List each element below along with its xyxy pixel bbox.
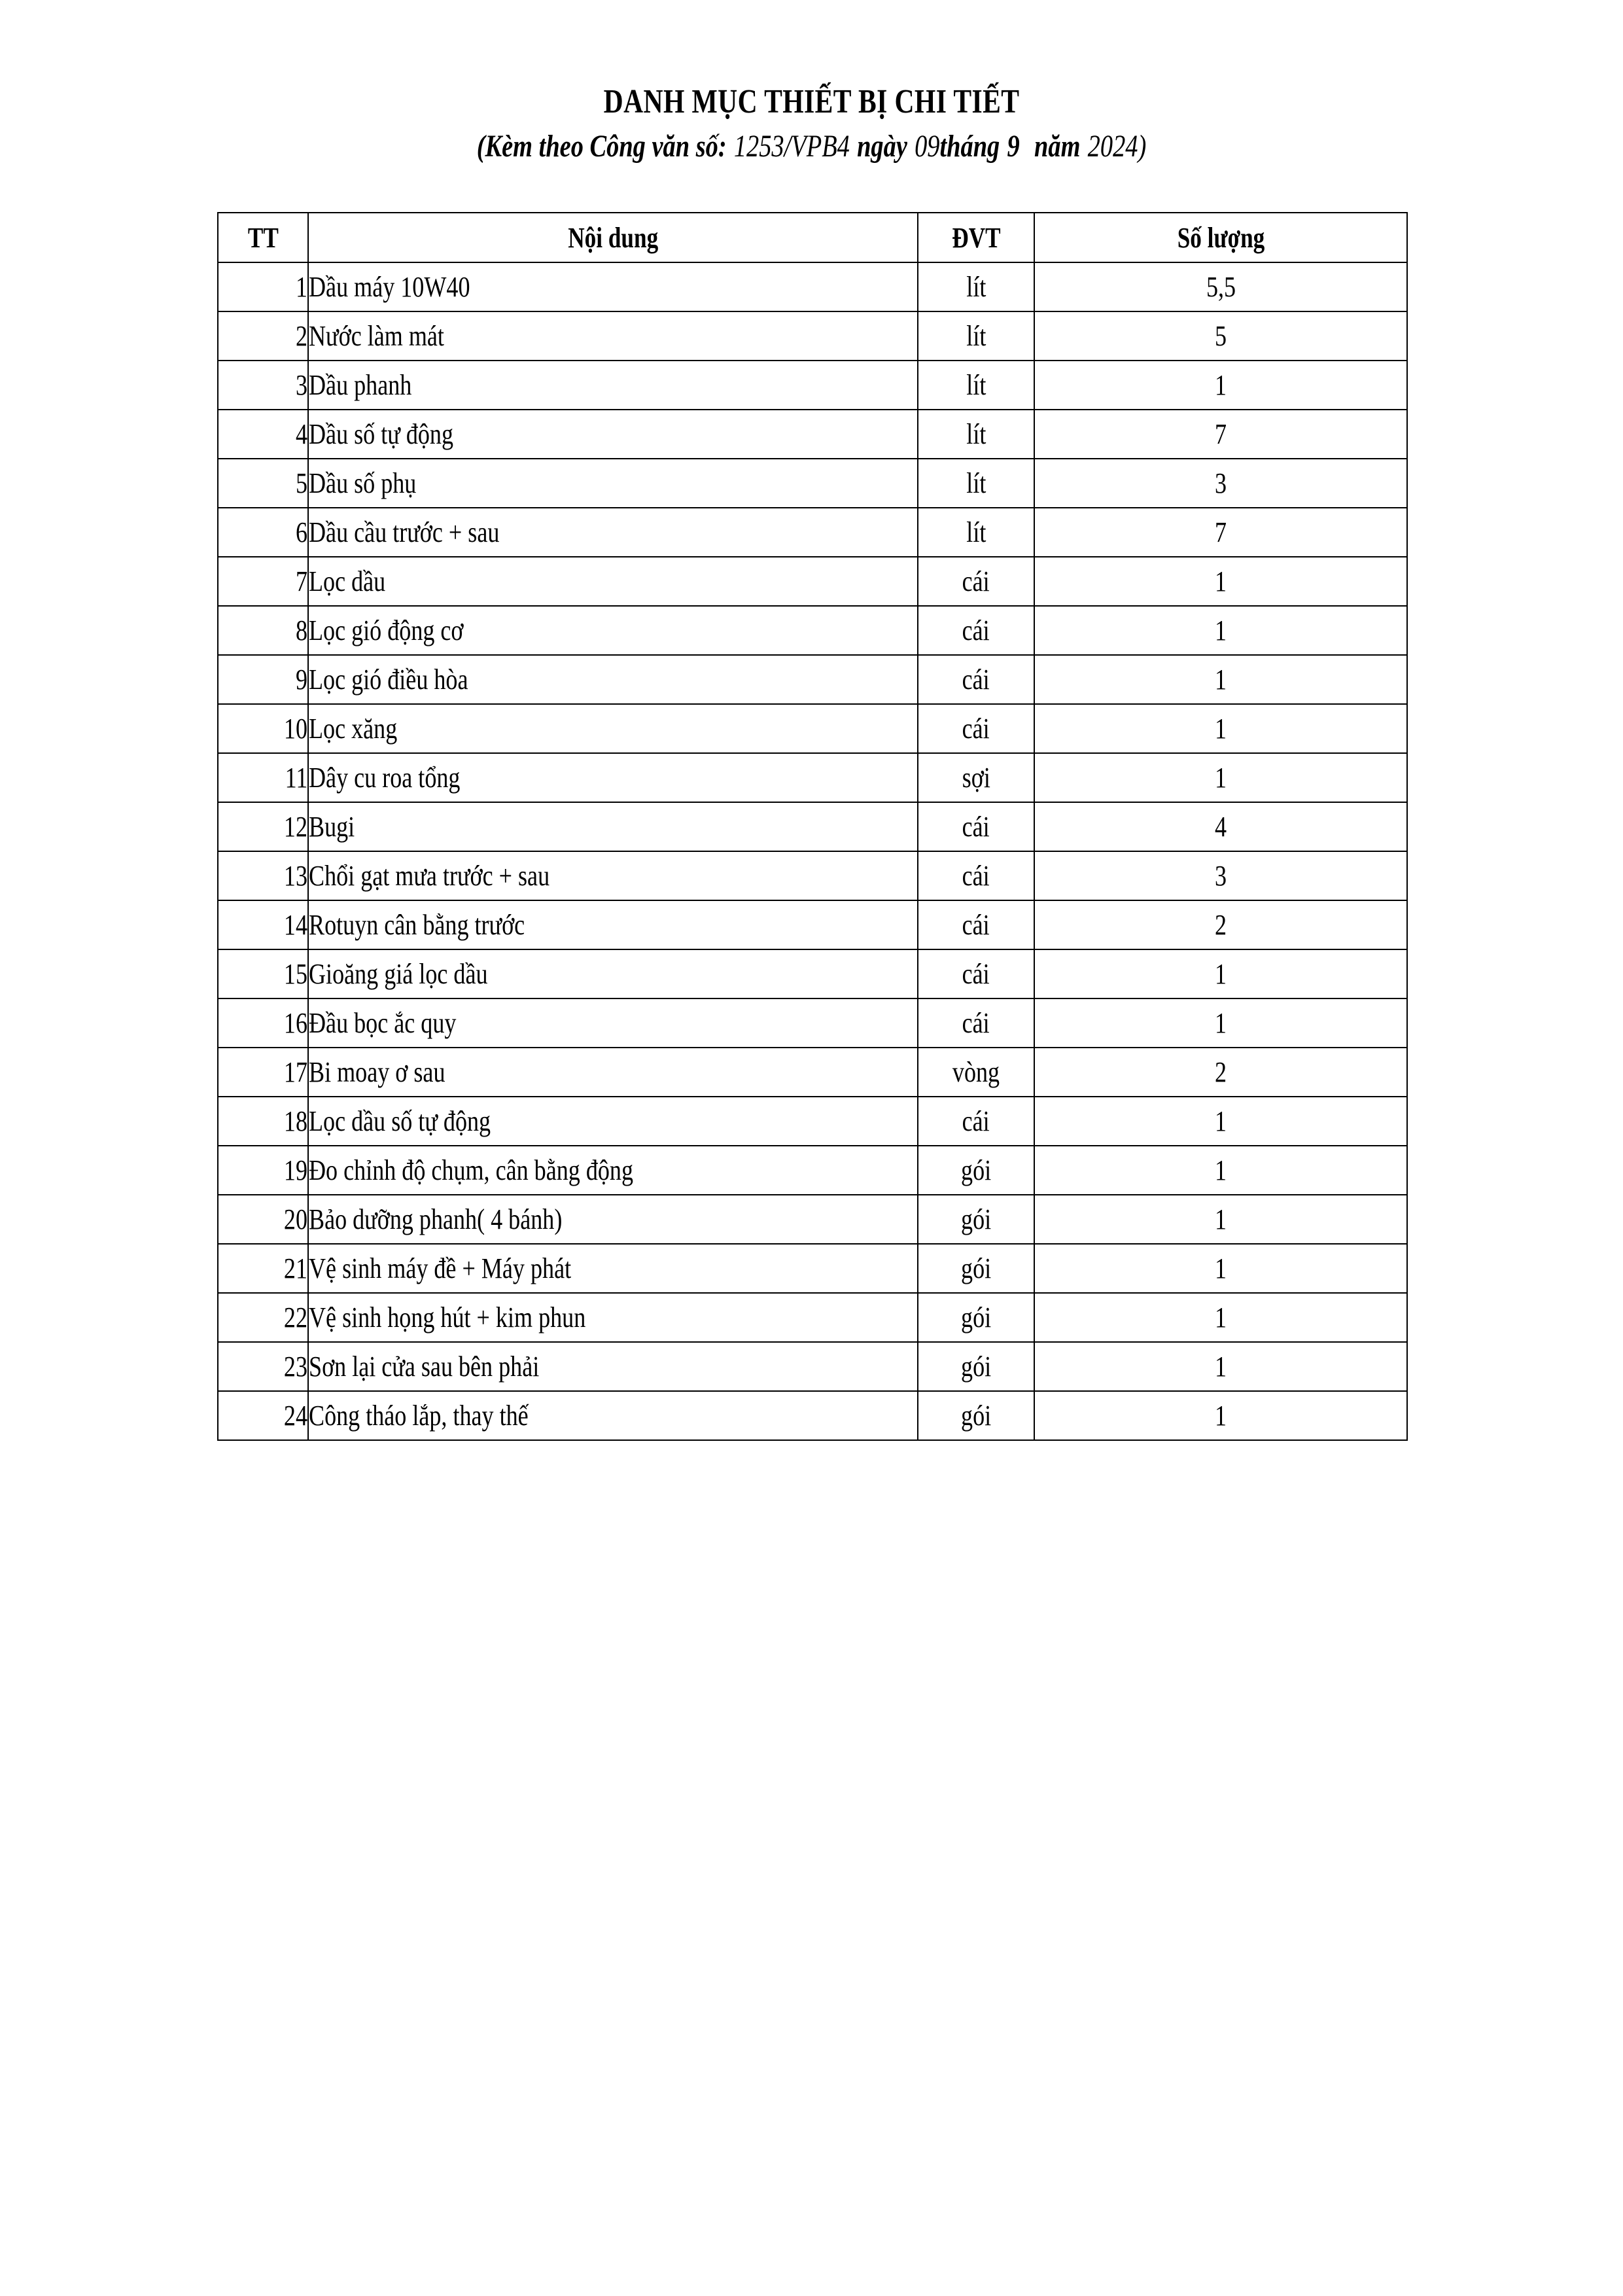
cell-dvt-value: gói: [960, 1203, 992, 1235]
cell-soluong-value: 7: [1214, 516, 1227, 548]
cell-noidung-value: Dầu cầu trước + sau: [309, 516, 500, 548]
cell-noidung-value: Dầu phanh: [309, 369, 412, 401]
cell-soluong: [1034, 508, 1407, 557]
cell-soluong: [1034, 851, 1407, 900]
cell-soluong-value: 1: [1214, 1007, 1227, 1039]
cell-tt: [218, 1293, 308, 1342]
cell-noidung: [308, 704, 918, 753]
document-title-block: [0, 84, 1623, 164]
cell-tt: [218, 606, 308, 655]
cell-noidung: [308, 1342, 918, 1391]
cell-soluong: [1034, 1048, 1407, 1097]
cell-soluong: [1034, 410, 1407, 459]
cell-soluong-value: 7: [1214, 418, 1227, 450]
cell-dvt: [918, 1391, 1034, 1440]
cell-dvt: [918, 802, 1034, 851]
table-row: [218, 557, 1407, 606]
cell-tt: [218, 1048, 308, 1097]
cell-tt-value: 2: [295, 320, 307, 352]
cell-dvt-value: lít: [966, 467, 986, 499]
table-row: [218, 1391, 1407, 1440]
table-row: [218, 949, 1407, 998]
cell-tt: [218, 1146, 308, 1195]
cell-tt-value: 1: [295, 271, 307, 303]
cell-dvt: [918, 1097, 1034, 1146]
table-row: [218, 1097, 1407, 1146]
cell-tt-value: 21: [283, 1252, 307, 1284]
cell-soluong: [1034, 655, 1407, 704]
cell-soluong: [1034, 1097, 1407, 1146]
cell-tt-value: 13: [283, 860, 307, 892]
cell-tt-value: 10: [283, 713, 307, 745]
cell-soluong: [1034, 998, 1407, 1048]
cell-dvt: [918, 410, 1034, 459]
cell-soluong-value: 1: [1214, 958, 1227, 990]
table-row: [218, 851, 1407, 900]
reference-ngay-label: ngày: [857, 129, 907, 164]
cell-tt: [218, 1342, 308, 1391]
cell-dvt: [918, 1293, 1034, 1342]
cell-soluong-value: 1: [1214, 762, 1227, 794]
cell-tt-value: 15: [283, 958, 307, 990]
cell-noidung-value: Sơn lại cửa sau bên phải: [309, 1351, 540, 1383]
cell-dvt-value: gói: [960, 1301, 992, 1333]
cell-noidung: [308, 1097, 918, 1146]
cell-noidung: [308, 1391, 918, 1440]
cell-tt: [218, 459, 308, 508]
cell-noidung: [308, 262, 918, 311]
cell-tt-value: 16: [283, 1007, 307, 1039]
cell-noidung-value: Rotuyn cân bằng trước: [309, 909, 525, 941]
cell-dvt-value: cái: [962, 713, 990, 745]
table-row: [218, 998, 1407, 1048]
column-header-soluong: [1034, 213, 1407, 262]
cell-noidung-value: Công tháo lắp, thay thế: [309, 1400, 529, 1432]
cell-noidung-value: Bugi: [309, 811, 355, 843]
cell-soluong: [1034, 802, 1407, 851]
cell-dvt: [918, 1342, 1034, 1391]
cell-tt-value: 7: [295, 565, 307, 597]
cell-tt-value: 14: [283, 909, 307, 941]
cell-dvt: [918, 459, 1034, 508]
cell-dvt: [918, 311, 1034, 361]
cell-soluong-value: 2: [1214, 909, 1227, 941]
cell-noidung-value: Lọc gió động cơ: [309, 614, 464, 646]
cell-soluong-value: 1: [1214, 565, 1227, 597]
cell-soluong-value: 1: [1214, 1252, 1227, 1284]
cell-noidung: [308, 753, 918, 802]
cell-noidung-value: Lọc dầu: [309, 565, 386, 597]
cell-tt-value: 11: [285, 762, 307, 794]
table-row: [218, 802, 1407, 851]
cell-noidung: [308, 851, 918, 900]
cell-noidung-value: Dầu máy 10W40: [309, 271, 470, 303]
cell-tt-value: 6: [295, 516, 307, 548]
cell-dvt: [918, 1048, 1034, 1097]
cell-tt: [218, 508, 308, 557]
cell-soluong-value: 5,5: [1206, 271, 1236, 303]
table-row: [218, 361, 1407, 410]
cell-soluong: [1034, 1195, 1407, 1244]
table-row: [218, 1048, 1407, 1097]
cell-tt-value: 19: [283, 1154, 307, 1186]
cell-noidung: [308, 1244, 918, 1293]
cell-noidung-value: Bảo dưỡng phanh( 4 bánh): [309, 1203, 563, 1235]
cell-soluong-value: 1: [1214, 1400, 1227, 1432]
cell-noidung: [308, 508, 918, 557]
cell-noidung-value: Vệ sinh họng hút + kim phun: [309, 1301, 586, 1333]
cell-tt: [218, 1244, 308, 1293]
cell-dvt: [918, 655, 1034, 704]
cell-soluong-value: 2: [1214, 1056, 1227, 1088]
cell-tt-value: 23: [283, 1351, 307, 1383]
cell-soluong: [1034, 753, 1407, 802]
cell-dvt-value: sợi: [962, 762, 990, 794]
cell-dvt-value: gói: [960, 1351, 992, 1383]
cell-dvt-value: lít: [966, 320, 986, 352]
cell-soluong: [1034, 1342, 1407, 1391]
cell-soluong-value: 1: [1214, 663, 1227, 696]
cell-tt-value: 9: [295, 663, 307, 696]
cell-soluong-value: 5: [1214, 320, 1227, 352]
cell-noidung-value: Đo chỉnh độ chụm, cân bằng động: [309, 1154, 633, 1186]
cell-soluong: [1034, 949, 1407, 998]
cell-noidung-value: Lọc dầu số tự động: [309, 1105, 491, 1137]
cell-soluong: [1034, 361, 1407, 410]
cell-noidung: [308, 459, 918, 508]
equipment-catalog-table-wrapper: [217, 212, 1406, 1441]
reference-nam-label: năm: [1034, 129, 1081, 164]
cell-soluong-value: 1: [1214, 1203, 1227, 1235]
cell-tt: [218, 1097, 308, 1146]
cell-tt-value: 22: [283, 1301, 307, 1333]
cell-dvt-value: gói: [960, 1252, 992, 1284]
cell-soluong: [1034, 900, 1407, 949]
cell-dvt-value: lít: [966, 369, 986, 401]
cell-soluong-value: 1: [1214, 713, 1227, 745]
document-reference-line: [162, 130, 1461, 164]
cell-soluong-value: 4: [1214, 811, 1227, 843]
table-row: [218, 753, 1407, 802]
cell-dvt: [918, 704, 1034, 753]
cell-dvt-value: cái: [962, 565, 990, 597]
cell-noidung-value: Lọc xăng: [309, 713, 398, 745]
table-row: [218, 1146, 1407, 1195]
cell-dvt-value: cái: [962, 958, 990, 990]
cell-noidung-value: Dây cu roa tổng: [309, 762, 461, 794]
cell-tt-value: 12: [283, 811, 307, 843]
cell-tt: [218, 949, 308, 998]
cell-tt: [218, 410, 308, 459]
cell-tt-value: 3: [295, 369, 307, 401]
cell-dvt-value: gói: [960, 1400, 992, 1432]
table-row: [218, 1195, 1407, 1244]
cell-tt-value: 5: [295, 467, 307, 499]
table-row: [218, 311, 1407, 361]
cell-dvt-value: cái: [962, 811, 990, 843]
cell-soluong: [1034, 459, 1407, 508]
table-header-row: [218, 213, 1407, 262]
cell-noidung-value: Dầu số phụ: [309, 467, 417, 499]
cell-dvt: [918, 262, 1034, 311]
table-row: [218, 262, 1407, 311]
cell-tt: [218, 361, 308, 410]
cell-dvt: [918, 1195, 1034, 1244]
cell-noidung: [308, 311, 918, 361]
cell-noidung-value: Bi moay ơ sau: [309, 1056, 445, 1088]
reference-doc-number: 1253: [733, 129, 784, 164]
column-header-noidung: [308, 213, 918, 262]
cell-tt: [218, 998, 308, 1048]
cell-noidung: [308, 1195, 918, 1244]
cell-dvt-value: gói: [960, 1154, 992, 1186]
cell-dvt: [918, 606, 1034, 655]
cell-dvt: [918, 1244, 1034, 1293]
cell-soluong-value: 1: [1214, 1351, 1227, 1383]
cell-tt-value: 17: [283, 1056, 307, 1088]
table-row: [218, 1244, 1407, 1293]
cell-dvt-value: cái: [962, 909, 990, 941]
reference-year: 2024): [1087, 129, 1147, 164]
cell-dvt: [918, 900, 1034, 949]
cell-noidung-value: Vệ sinh máy đề + Máy phát: [309, 1252, 572, 1284]
cell-dvt-value: lít: [966, 271, 986, 303]
cell-soluong-value: 3: [1214, 860, 1227, 892]
cell-tt: [218, 704, 308, 753]
table-row: [218, 459, 1407, 508]
cell-dvt-value: cái: [962, 1007, 990, 1039]
cell-soluong-value: 3: [1214, 467, 1227, 499]
cell-tt-value: 18: [283, 1105, 307, 1137]
page-title: DANH MỤC THIẾT BỊ CHI TIẾT: [603, 83, 1020, 120]
cell-tt-value: 24: [283, 1400, 307, 1432]
cell-dvt: [918, 1146, 1034, 1195]
cell-tt: [218, 557, 308, 606]
cell-soluong: [1034, 1293, 1407, 1342]
cell-dvt: [918, 851, 1034, 900]
cell-noidung: [308, 1146, 918, 1195]
cell-noidung-value: Nước làm mát: [309, 320, 444, 352]
cell-soluong: [1034, 704, 1407, 753]
cell-soluong: [1034, 557, 1407, 606]
table-row: [218, 1293, 1407, 1342]
reference-doc-code: /VPB4: [784, 129, 850, 164]
cell-dvt-value: cái: [962, 1105, 990, 1137]
cell-dvt: [918, 998, 1034, 1048]
cell-noidung-value: Dầu số tự động: [309, 418, 453, 450]
cell-dvt-value: lít: [966, 516, 986, 548]
cell-noidung: [308, 900, 918, 949]
cell-dvt-value: cái: [962, 614, 990, 646]
cell-soluong-value: 1: [1214, 1154, 1227, 1186]
cell-tt: [218, 262, 308, 311]
cell-tt-value: 20: [283, 1203, 307, 1235]
table-header: [218, 213, 1407, 262]
cell-noidung: [308, 998, 918, 1048]
cell-noidung: [308, 1048, 918, 1097]
cell-tt-value: 4: [295, 418, 307, 450]
reference-prefix: (Kèm theo Công văn số:: [476, 129, 727, 164]
cell-soluong: [1034, 1391, 1407, 1440]
cell-tt: [218, 900, 308, 949]
cell-tt: [218, 802, 308, 851]
cell-tt-value: 8: [295, 614, 307, 646]
cell-noidung-value: Lọc gió điều hòa: [309, 663, 468, 696]
cell-soluong-value: 1: [1214, 369, 1227, 401]
cell-soluong-value: 1: [1214, 614, 1227, 646]
table-row: [218, 1342, 1407, 1391]
column-header-tt-label: TT: [247, 221, 279, 254]
table-body: [218, 262, 1407, 1440]
cell-dvt: [918, 753, 1034, 802]
reference-thang-label: tháng: [939, 129, 1000, 164]
column-header-dvt-label: ĐVT: [951, 221, 1001, 254]
table-row: [218, 704, 1407, 753]
cell-tt: [218, 1391, 308, 1440]
reference-day: 09: [915, 129, 940, 164]
cell-noidung: [308, 606, 918, 655]
cell-noidung: [308, 1293, 918, 1342]
cell-dvt: [918, 949, 1034, 998]
equipment-catalog-table: [217, 212, 1408, 1441]
cell-dvt-value: lít: [966, 418, 986, 450]
cell-dvt: [918, 557, 1034, 606]
cell-tt: [218, 655, 308, 704]
cell-noidung: [308, 802, 918, 851]
cell-noidung: [308, 655, 918, 704]
cell-tt: [218, 753, 308, 802]
table-row: [218, 900, 1407, 949]
cell-noidung-value: Đầu bọc ắc quy: [309, 1007, 457, 1039]
cell-noidung: [308, 410, 918, 459]
cell-soluong: [1034, 311, 1407, 361]
cell-soluong-value: 1: [1214, 1105, 1227, 1137]
cell-noidung: [308, 361, 918, 410]
column-header-soluong-label: Số lượng: [1177, 221, 1265, 254]
cell-dvt-value: vòng: [952, 1056, 1000, 1088]
column-header-tt: [218, 213, 308, 262]
cell-noidung: [308, 949, 918, 998]
cell-soluong: [1034, 1244, 1407, 1293]
column-header-noidung-label: Nội dung: [568, 221, 658, 254]
table-row: [218, 606, 1407, 655]
cell-soluong: [1034, 1146, 1407, 1195]
table-row: [218, 508, 1407, 557]
cell-dvt-value: cái: [962, 860, 990, 892]
cell-noidung-value: Chổi gạt mưa trước + sau: [309, 860, 550, 892]
table-row: [218, 410, 1407, 459]
table-row: [218, 655, 1407, 704]
cell-soluong: [1034, 262, 1407, 311]
cell-soluong-value: 1: [1214, 1301, 1227, 1333]
cell-dvt-value: cái: [962, 663, 990, 696]
cell-tt: [218, 311, 308, 361]
reference-month: 9: [1007, 129, 1020, 164]
cell-tt: [218, 851, 308, 900]
cell-soluong: [1034, 606, 1407, 655]
cell-noidung-value: Gioăng giá lọc dầu: [309, 958, 488, 990]
column-header-dvt: [918, 213, 1034, 262]
cell-tt: [218, 1195, 308, 1244]
cell-dvt: [918, 361, 1034, 410]
cell-noidung: [308, 557, 918, 606]
cell-dvt: [918, 508, 1034, 557]
